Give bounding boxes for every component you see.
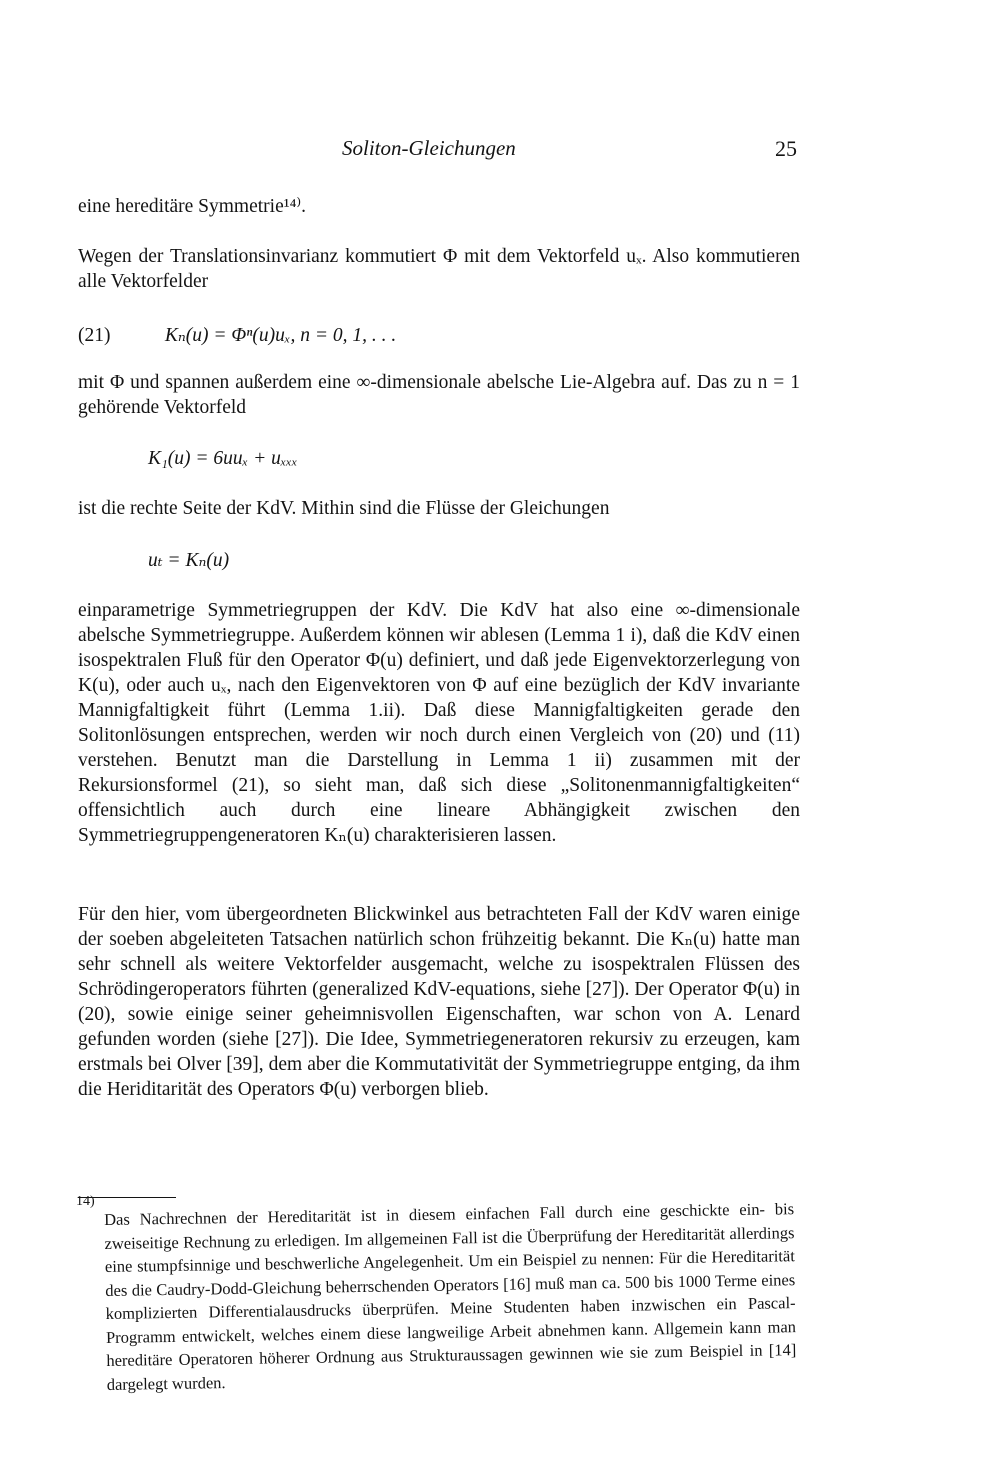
equation-number: (21) (78, 325, 111, 346)
equation-kn: Kₙ(u) = Φⁿ(u)uₓ, n = 0, 1, . . . (164, 325, 397, 346)
paragraph-history: Für den hier, vom übergeordneten Blickwinkel aus betrachteten Fall der KdV waren einige der soeben abgeleiteten Tatsachen natürlich schon frühzeitig bekannt. Die Kₙ(u) hatte man sehr schnell als weitere Vektorfelder ausgemacht, welche zu isospektralen Flüssen des Schrödingeroperators führten (generalized KdV-equations, siehe [27]). Der Operator Φ(u) in (20), sowie einige seiner geheimnisvollen Eigenschaften, war schon von A. Lenard gefunden worden (siehe [27]). Die Idee, Symmetriegeneratoren rekursiv zu erzeugen, kam erstmals bei Olver [39], dem aber die Kommutativität der Symmetriegruppe entging, da ihm die Heriditarität des Operators Φ(u) verborgen blieb. (78, 904, 800, 1100)
paragraph-lie-algebra: mit Φ und spannen außerdem eine ∞-dimensionale abelsche Lie-Algebra auf. Das zu n = 1 gehörende Vektorfeld (78, 372, 800, 418)
paragraph-symmetry-groups: einparametrige Symmetriegruppen der KdV. Die KdV hat also eine ∞-dimensionale abelsche Symmetriegruppe. Außerdem können wir ablesen (Lemma 1 i), daß die KdV einen isospektralen Fluß für den Operator Φ(u) definiert, und daß jede Eigenvektorzerlegung von K(u), oder auch uₓ, nach den Eigenvektoren von Φ auf eine bezüglich der KdV invariante Mannigfaltigkeit führt (Lemma 1.ii). Daß diese Mannigfaltigkeiten gerade den Solitonlösungen entsprechen, werden wir noch durch einen Vergleich von (20) und (11) verstehen. Benutzt man die Darstellung in Lemma 1 ii) zusammen mit der Rekursionsformel (21), so sieht man, daß sich diese „Solitonenmannigfaltigkeiten“ offensichtlich auch durch eine lineare Abhängigkeit zwischen den Symmetriegruppengeneratoren Kₙ(u) charakterisieren lassen. (78, 600, 800, 846)
equation-ut: uₜ = Kₙ(u) (148, 550, 230, 571)
footnote-mark: 14) (76, 1194, 95, 1209)
running-title: Soliton-Gleichungen (342, 136, 516, 160)
page-header (0, 136, 1000, 168)
paragraph-hereditary-symmetry: eine hereditäre Symmetrie¹⁴⁾. (78, 196, 307, 217)
footnote-14: Das Nachrechnen der Hereditarität ist in diesem einfachen Fall durch eine geschickte ein- bis zweiseitige Rechnung zu erledigen. Im allgemeinen Fall ist die Überprüfung der Hereditarität allerdings eine stumpfsinnige und beschwerliche Angelegenheit. Um ein Beispiel zu nennen: Für die Hereditarität des die Caudry-Dodd-Gleichung beherrschenden Operators [16] muß man ca. 500 bis 1000 Terme eines komplizierten Differentialausdrucks überprüfen. Meine Studenten haben inzwischen ein Pascal-Programm entwickelt, welches einem diese langweilige Arbeit abnehmen kann. Allgemein kann man hereditäre Operatoren höherer Ordnung aus Strukturaussagen gewinnen wie sie zum Beispiel in [14] dargelegt wurden. (104, 1199, 797, 1394)
equation-k1: K₁(u) = 6uuₓ + uₓₓₓ (148, 448, 298, 469)
paragraph-translation-invariance: Wegen der Translationsinvarianz kommutiert Φ mit dem Vektorfeld uₓ. Also kommutieren alle Vektorfelder (78, 246, 800, 292)
equation-21 (78, 323, 396, 347)
page-number: 25 (775, 136, 797, 161)
paragraph-kdv-rhs: ist die rechte Seite der KdV. Mithin sind die Flüsse der Gleichungen (78, 498, 610, 519)
